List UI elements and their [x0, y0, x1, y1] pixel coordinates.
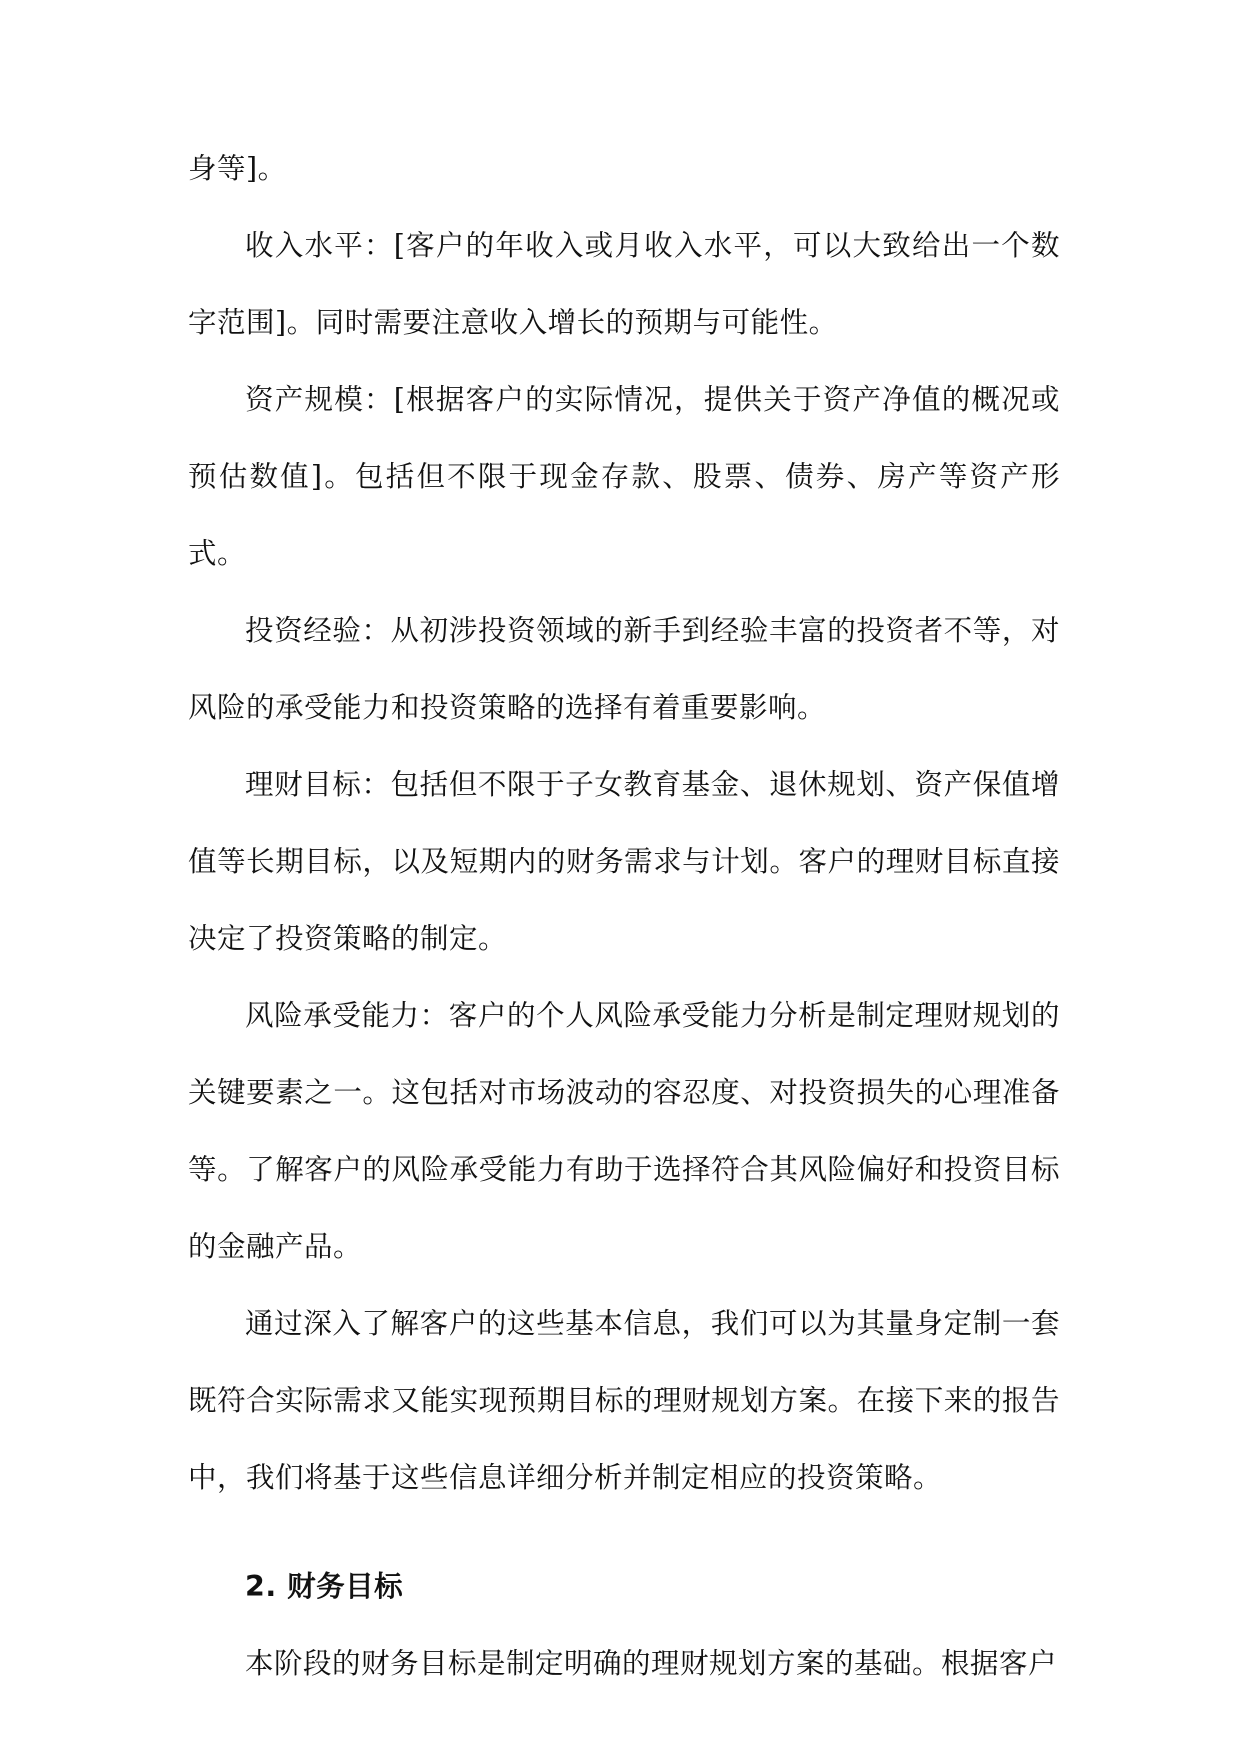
summary-paragraph: 通过深入了解客户的这些基本信息，我们可以为其量身定制一套既符合实际需求又能实现预期目标的理财规划方案。在接下来的报告中，我们将基于这些信息详细分析并制定相应的投资策略。	[188, 1307, 1060, 1494]
section-paragraph: 本阶段的财务目标是制定明确的理财规划方案的基础。根据客户	[245, 1647, 1058, 1680]
continued-paragraph: 身等]。	[188, 152, 287, 185]
asset-scale-paragraph: 资产规模：[根据客户的实际情况，提供关于资产净值的概况或预估数值]。包括但不限于现金存款、股票、债券、房产等资产形式。	[188, 383, 1060, 570]
investment-experience-paragraph: 投资经验：从初涉投资领域的新手到经验丰富的投资者不等，对风险的承受能力和投资策略的选择有着重要影响。	[188, 614, 1060, 724]
section-heading: 2. 财务目标	[245, 1570, 404, 1603]
financial-goals-paragraph: 理财目标：包括但不限于子女教育基金、退休规划、资产保值增值等长期目标，以及短期内的财务需求与计划。客户的理财目标直接决定了投资策略的制定。	[188, 768, 1060, 955]
income-level-paragraph: 收入水平：[客户的年收入或月收入水平，可以大致给出一个数字范围]。同时需要注意收入增长的预期与可能性。	[188, 229, 1060, 339]
document-body	[188, 130, 1060, 1702]
risk-tolerance-paragraph: 风险承受能力：客户的个人风险承受能力分析是制定理财规划的关键要素之一。这包括对市场波动的容忍度、对投资损失的心理准备等。了解客户的风险承受能力有助于选择符合其风险偏好和投资目标的金融产品。	[188, 999, 1060, 1263]
